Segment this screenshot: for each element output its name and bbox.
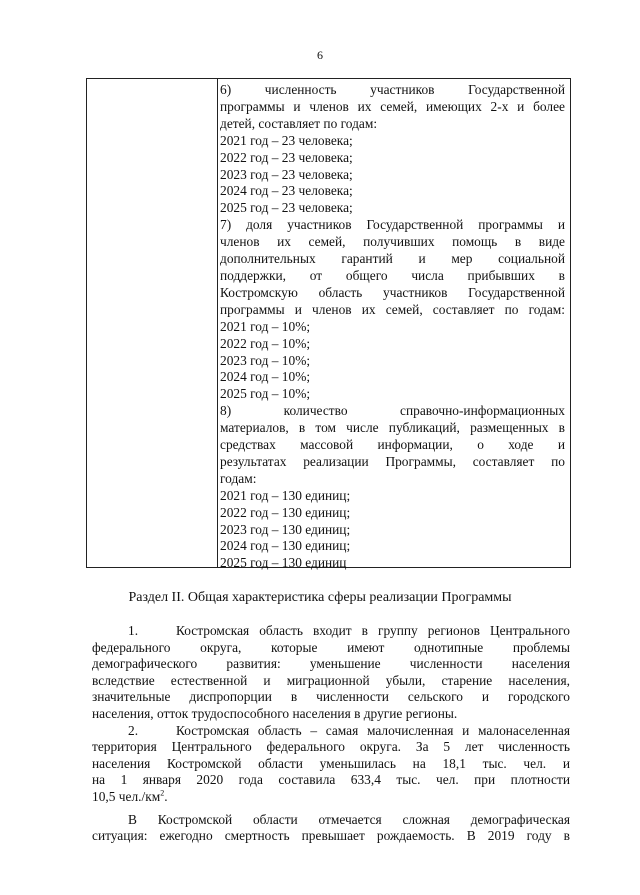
paragraph-text: Костромская область входит в группу регионов Центрального xyxy=(176,623,570,638)
table-line: дополнительных гарантий и мер социальной xyxy=(220,251,565,267)
table-line: 2025 год – 23 человека; xyxy=(220,200,353,216)
paragraph-number: 1. xyxy=(128,623,139,638)
table-line: 2022 год – 23 человека; xyxy=(220,149,353,165)
paragraph-line: ситуация: ежегодно смертность превышает рождаемость. В 2019 году в xyxy=(92,828,570,844)
table-line: 8) количество справочно-информационных xyxy=(220,403,565,419)
table-line: годам: xyxy=(220,470,257,486)
paragraph-line: вследствие естественной и миграционной убыли, старение населения, xyxy=(92,672,570,688)
table-line: программы и членов их семей, имеющих 2-х и более xyxy=(220,98,565,114)
density-value: 10,5 чел./км xyxy=(92,788,161,804)
paragraph-3-first-line: В Костромской области отмечается сложная демографическая xyxy=(128,811,570,827)
section-title: Раздел II. Общая характеристика сферы реализации Программы xyxy=(128,590,512,605)
table-line: детей, составляет по годам: xyxy=(220,115,378,131)
table-line: членов их семей, получивших помощь в виде xyxy=(220,234,565,250)
paragraph-line: территория Центрального федерального округа. За 5 лет численность xyxy=(92,739,570,755)
table-line: 2021 год – 130 единиц; xyxy=(220,487,351,503)
table-line: 2023 год – 130 единиц; xyxy=(220,521,351,537)
table-line: средствах массовой информации, о ходе и xyxy=(220,437,565,453)
table-line: 2022 год – 130 единиц; xyxy=(220,504,351,520)
paragraph-line: на 1 января 2020 года составила 633,4 тыс. чел. при плотности xyxy=(92,772,570,788)
paragraph-line: федерального округа, которые имеют однотипные проблемы xyxy=(92,639,570,655)
table-line: 2024 год – 10%; xyxy=(220,369,311,385)
table-right-cell xyxy=(220,82,565,572)
table-line: 7) доля участников Государственной программы и xyxy=(220,217,565,233)
table-line: 2024 год – 130 единиц; xyxy=(220,538,351,554)
indicators-table xyxy=(86,78,571,571)
table-line: 2023 год – 10%; xyxy=(220,352,311,368)
paragraph-2-first-line xyxy=(92,723,570,740)
page-number: 6 xyxy=(317,48,323,62)
table-line: 6) численность участников Государственной xyxy=(220,82,565,97)
table-line: 2021 год – 10%; xyxy=(220,318,311,334)
table-line: программы и членов их семей, составляет по годам: xyxy=(220,301,565,317)
paragraph-number: 2. xyxy=(128,722,139,738)
paragraph-line: населения Костромской области уменьшилась на 18,1 тыс. чел. и xyxy=(92,755,570,771)
paragraph-line: населения, отток трудоспособного населения в другие регионы. xyxy=(92,705,458,721)
table-line: материалов, в том числе публикаций, размещенных в xyxy=(220,420,565,436)
table-left-cell xyxy=(87,79,218,567)
paragraph-1-first-line xyxy=(92,623,570,640)
table-line: 2023 год – 23 человека; xyxy=(220,166,353,182)
table-line: 2021 год – 23 человека; xyxy=(220,132,353,148)
table-line: 2025 год – 10%; xyxy=(220,386,311,402)
paragraph-text: Костромская область – самая малочисленная и малонаселенная xyxy=(176,722,570,738)
superscript: 2 xyxy=(160,788,165,798)
paragraph-line xyxy=(92,789,570,806)
table-line: результатах реализации Программы, составляет по xyxy=(220,453,565,469)
paragraph-line: демографического развития: уменьшение численности населения xyxy=(92,656,570,672)
table-line: 2022 год – 10%; xyxy=(220,335,311,351)
paragraph-line: значительные диспропорции в численности сельского и городского xyxy=(92,689,570,705)
punctuation: . xyxy=(164,788,168,804)
table-line: 2025 год – 130 единиц xyxy=(220,555,347,571)
table-line: Костромскую область участников Государственной xyxy=(220,284,565,300)
table-line: поддержки, от общего числа прибывших в xyxy=(220,267,565,283)
body-text xyxy=(92,623,570,845)
table-line: 2024 год – 23 человека; xyxy=(220,183,353,199)
